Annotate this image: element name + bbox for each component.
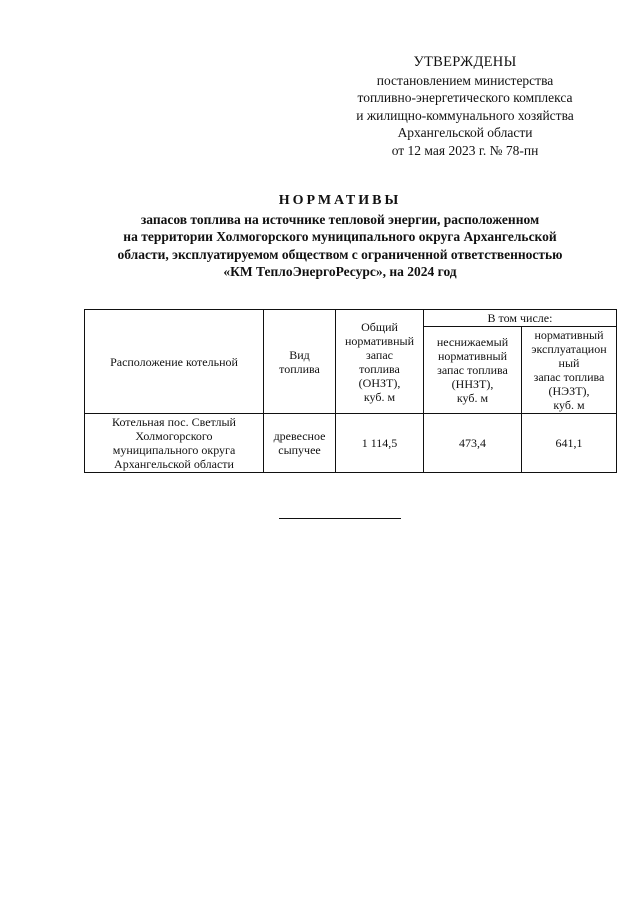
approval-stamp xyxy=(330,54,600,159)
header-total-reserve: Общий нормативный запас топлива (ОНЗТ), куб. м xyxy=(336,310,424,414)
header-including: В том числе: xyxy=(424,310,617,327)
table-row xyxy=(85,414,617,473)
cell-nnzt: 473,4 xyxy=(424,414,522,473)
header-fuel-type: Вид топлива xyxy=(264,310,336,414)
cell-nezt: 641,1 xyxy=(522,414,617,473)
header-location: Расположение котельной xyxy=(85,310,264,414)
approval-line: постановлением министерства xyxy=(376,72,554,88)
approval-line: Архангельской области xyxy=(397,125,533,140)
title-line: на территории Холмогорского муниципального округа Архангельской xyxy=(123,229,557,244)
end-divider xyxy=(279,518,401,519)
approval-date-line: от 12 мая 2023 г. № 78-пн xyxy=(391,142,539,158)
approval-heading: УТВЕРЖДЕНЫ xyxy=(413,54,517,70)
table-header-row xyxy=(85,310,617,327)
document-title xyxy=(70,192,610,281)
header-nnzt: неснижаемый нормативный запас топлива (ННЗТ), куб. м xyxy=(424,327,522,414)
cell-location: Котельная пос. Светлый Холмогорского муниципального округа Архангельской области xyxy=(85,414,264,473)
cell-fuel-type: древесное сыпучее xyxy=(264,414,336,473)
approval-line: топливно-энергетического комплекса xyxy=(357,90,573,105)
title-line: области, эксплуатируемом обществом с ограниченной ответственностью xyxy=(117,246,563,262)
title-main: НОРМАТИВЫ xyxy=(278,193,402,208)
norms-table xyxy=(84,309,617,473)
approval-line: и жилищно-коммунального хозяйства xyxy=(356,107,574,123)
title-line: запасов топлива на источнике тепловой энергии, расположенном xyxy=(140,211,540,227)
cell-total: 1 114,5 xyxy=(336,414,424,473)
header-nezt: нормативный эксплуатацион ный запас топлива (НЭЗТ), куб. м xyxy=(522,327,617,414)
title-line: «КМ ТеплоЭнергоРесурс», на 2024 год xyxy=(223,264,457,279)
